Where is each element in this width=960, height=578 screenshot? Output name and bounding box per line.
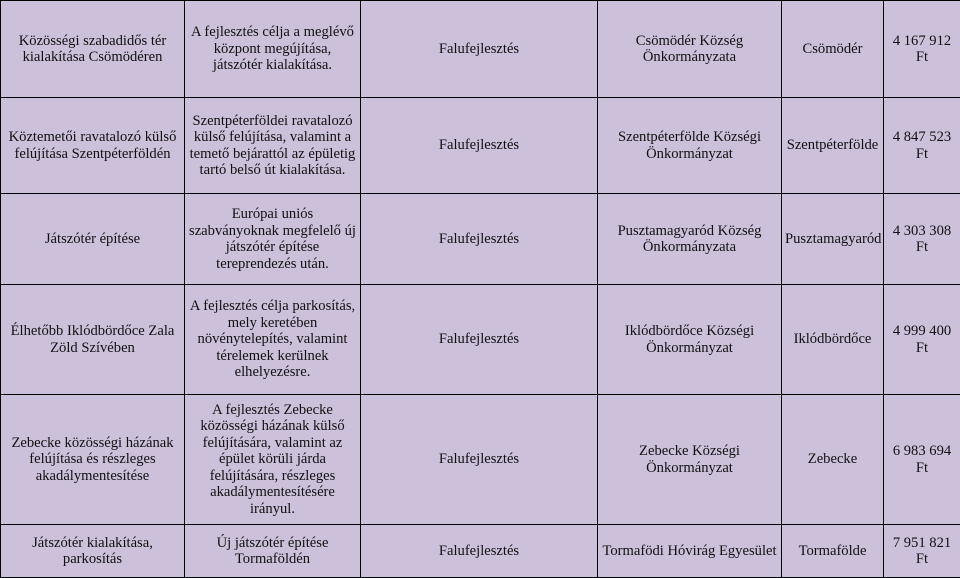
applicant-cell: Zebecke Községi Önkormányzat — [598, 395, 782, 525]
applicant-cell: Csömödér Község Önkormányzata — [598, 1, 782, 98]
table-row — [1, 285, 960, 395]
measure-cell: Falufejlesztés — [361, 98, 598, 194]
project-title-cell: Élhetőbb Iklódbördőce Zala Zöld Szívében — [1, 285, 185, 395]
applicant-cell: Szentpéterfölde Községi Önkormányzat — [598, 98, 782, 194]
amount-cell: 4 847 523 Ft — [884, 98, 960, 194]
amount-cell: 4 167 912 Ft — [884, 1, 960, 98]
applicant-cell: Tormafödi Hóvirág Egyesület — [598, 525, 782, 578]
settlement-cell: Szentpéterfölde — [782, 98, 884, 194]
measure-cell: Falufejlesztés — [361, 285, 598, 395]
table-row — [1, 98, 960, 194]
measure-cell: Falufejlesztés — [361, 395, 598, 525]
table-row — [1, 194, 960, 285]
amount-cell: 4 303 308 Ft — [884, 194, 960, 285]
amount-cell: 7 951 821 Ft — [884, 525, 960, 578]
project-title-cell: Játszótér építése — [1, 194, 185, 285]
settlement-cell: Zebecke — [782, 395, 884, 525]
measure-cell: Falufejlesztés — [361, 525, 598, 578]
project-description-cell: Európai uniós szabványoknak megfelelő új játszótér építése tereprendezés után. — [185, 194, 361, 285]
table-row — [1, 1, 960, 98]
measure-cell: Falufejlesztés — [361, 194, 598, 285]
amount-cell: 6 983 694 Ft — [884, 395, 960, 525]
applicant-cell: Iklódbördőce Községi Önkormányzat — [598, 285, 782, 395]
projects-table-body — [1, 1, 960, 578]
settlement-cell: Csömödér — [782, 1, 884, 98]
project-title-cell: Köztemetői ravatalozó külső felújítása Szentpéterföldén — [1, 98, 185, 194]
project-title-cell: Közösségi szabadidős tér kialakítása Csömödéren — [1, 1, 185, 98]
settlement-cell: Pusztamagyaród — [782, 194, 884, 285]
applicant-cell: Pusztamagyaród Község Önkormányzata — [598, 194, 782, 285]
project-description-cell: Szentpéterföldei ravatalozó külső felújítása, valamint a temető bejárattól az épületig tartó belső út kialakítása. — [185, 98, 361, 194]
project-title-cell: Játszótér kialakítása, parkosítás — [1, 525, 185, 578]
project-description-cell: A fejlesztés célja a meglévő központ megújítása, játszótér kialakítása. — [185, 1, 361, 98]
project-description-cell: A fejlesztés célja parkosítás, mely keretében növénytelepítés, valamint térelemek kerülnek elhelyezésre. — [185, 285, 361, 395]
project-title-cell: Zebecke közösségi házának felújítása és részleges akadálymentesítése — [1, 395, 185, 525]
project-description-cell: Új játszótér építése Tormaföldén — [185, 525, 361, 578]
settlement-cell: Iklódbördőce — [782, 285, 884, 395]
table-row — [1, 395, 960, 525]
table-row — [1, 525, 960, 578]
measure-cell: Falufejlesztés — [361, 1, 598, 98]
project-description-cell: A fejlesztés Zebecke közösségi házának külső felújítására, valamint az épület körüli járda felújítására, részleges akadálymentesítésére irányul. — [185, 395, 361, 525]
amount-cell: 4 999 400 Ft — [884, 285, 960, 395]
settlement-cell: Tormafölde — [782, 525, 884, 578]
